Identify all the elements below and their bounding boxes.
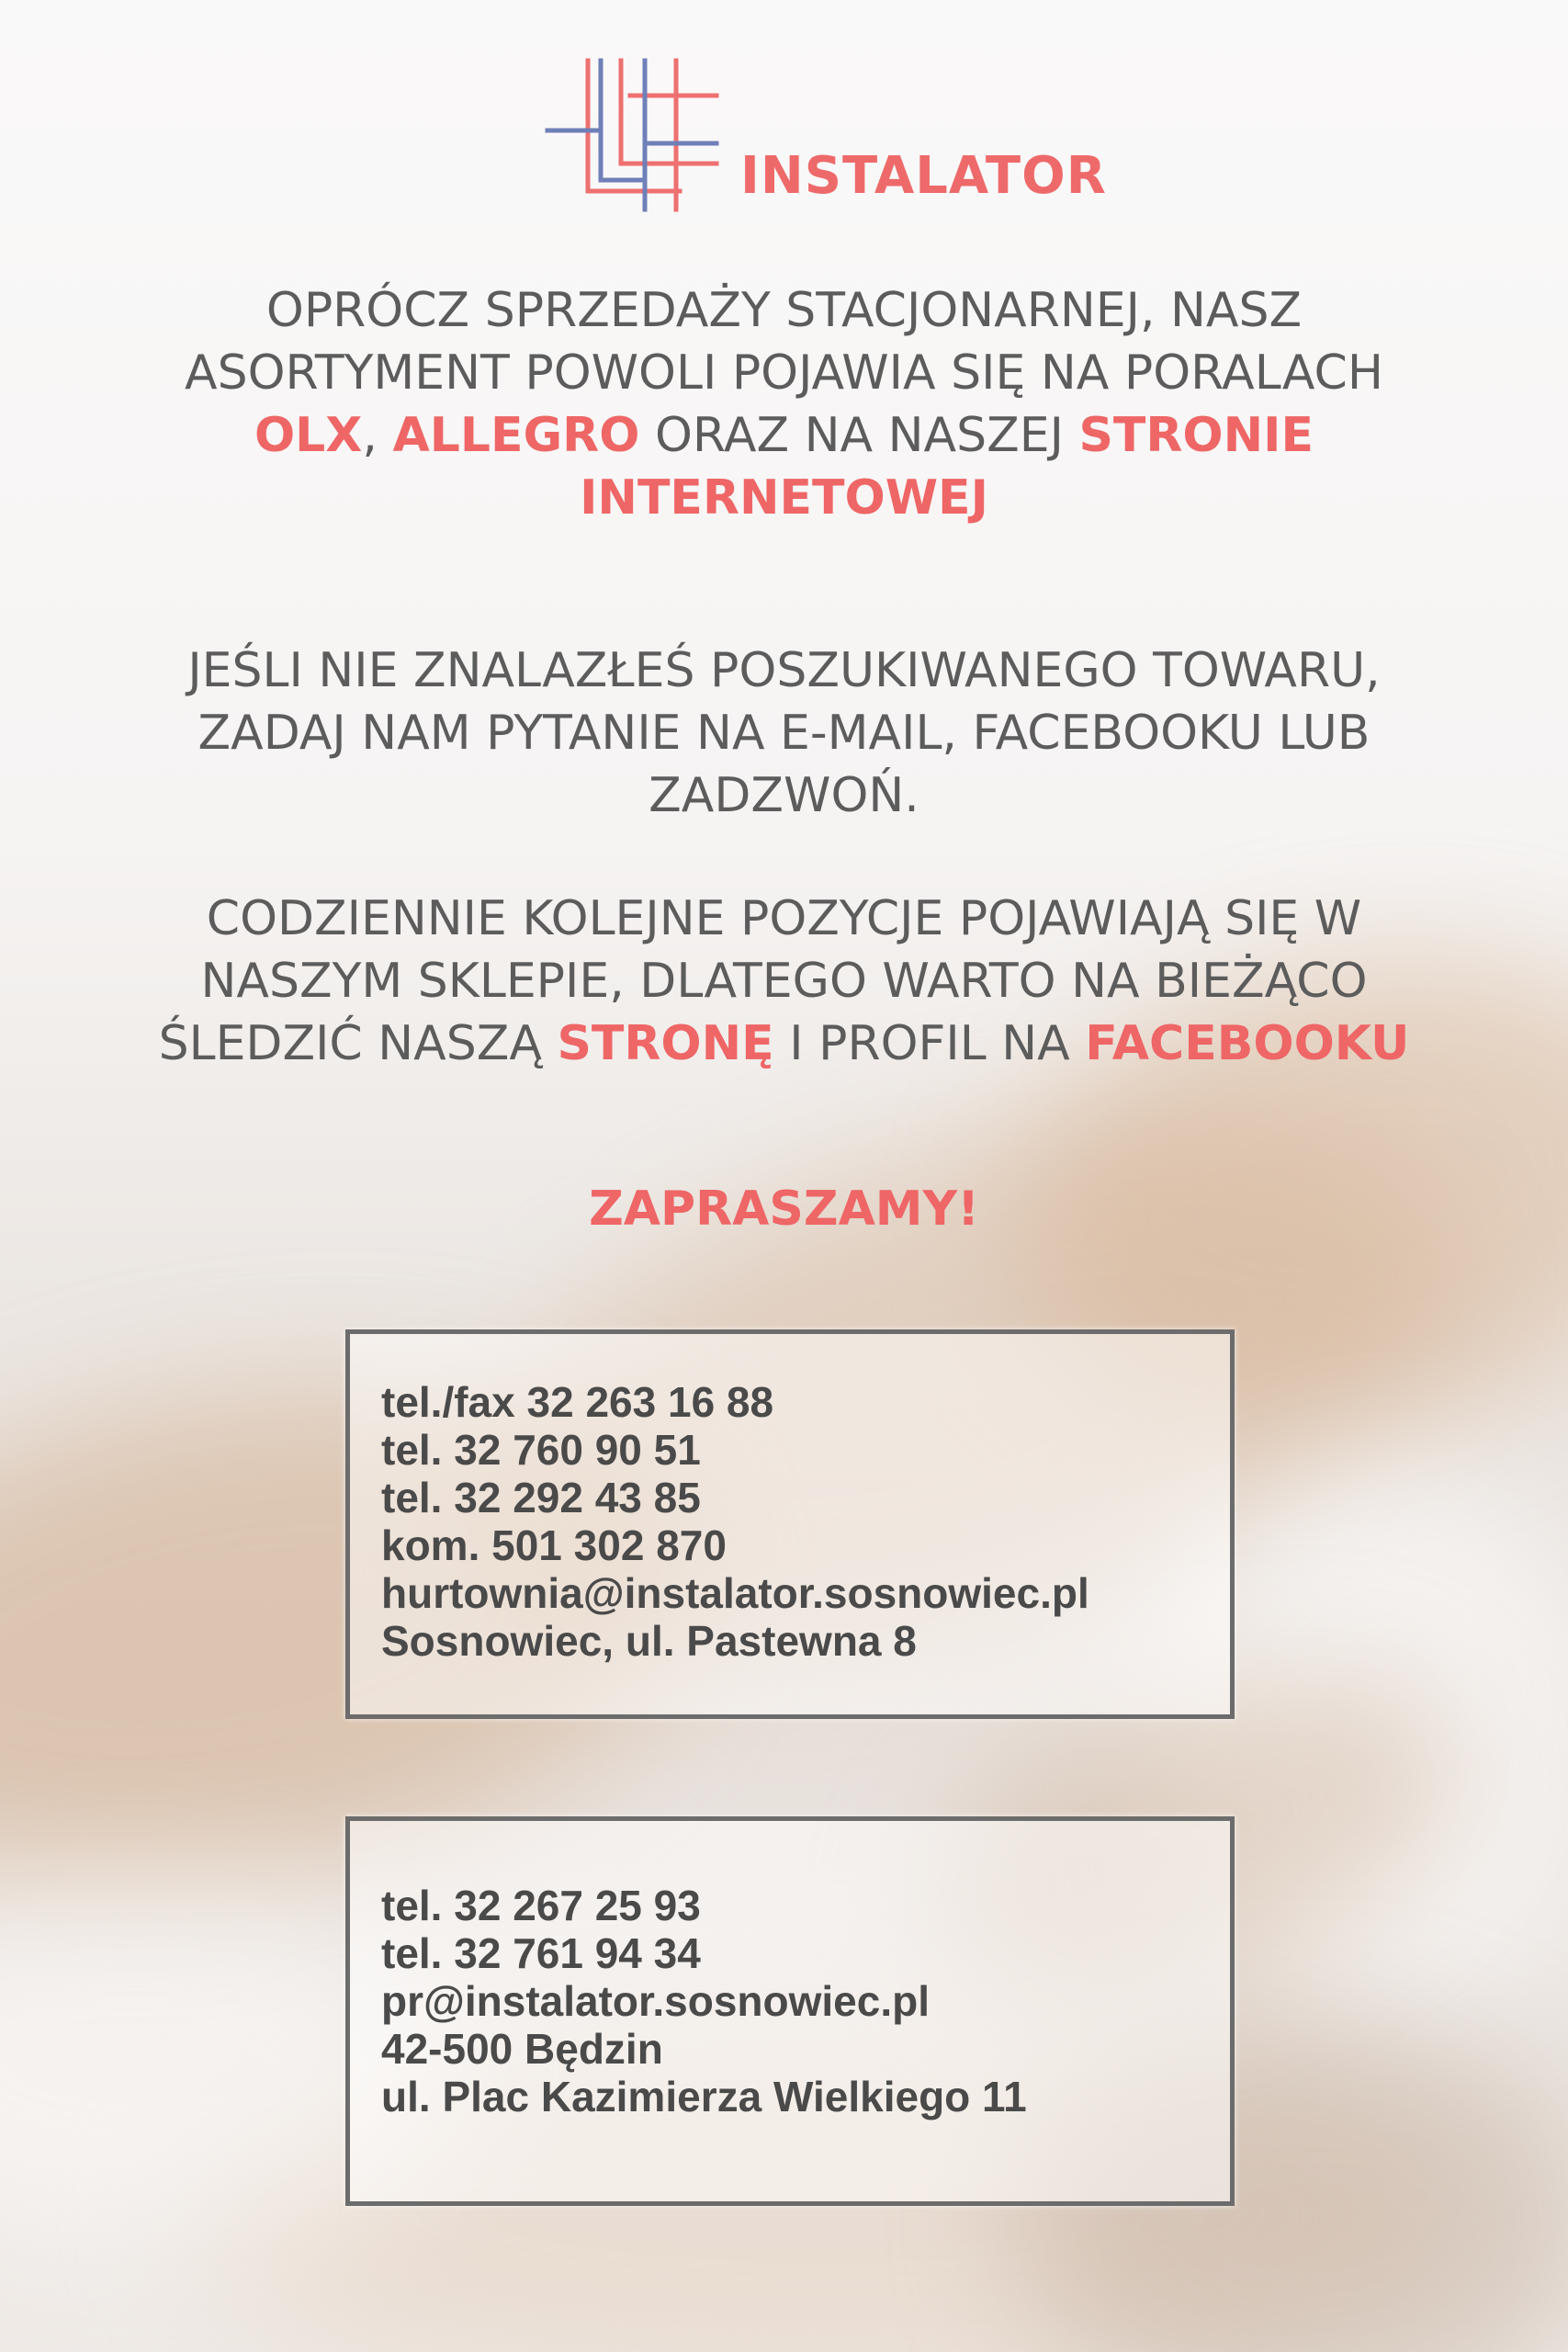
pipe-grid-logo-icon (542, 55, 726, 220)
phone-fax[interactable]: tel./fax 32 263 16 88 (381, 1378, 774, 1426)
bedzin-contact-box (345, 1816, 1235, 2206)
intro-line-highlights (92, 404, 1476, 467)
olx-highlight: OLX (254, 408, 363, 463)
stronie-highlight: STRONIE (1078, 408, 1314, 463)
address: Sosnowiec, ul. Pastewna 8 (381, 1617, 917, 1665)
phone[interactable]: tel. 32 292 43 85 (381, 1474, 701, 1521)
daily-note-start: ŚLEDZIĆ NASZĄ (158, 1016, 558, 1071)
sosnowiec-contact-box (345, 1329, 1235, 1719)
intro-mid-text: ORAZ NA NASZEJ (639, 408, 1079, 463)
internetowej-highlight: INTERNETOWEJ (580, 470, 988, 526)
intro-paragraph (92, 279, 1476, 529)
contact-note-line: ZADZWOŃ. (649, 768, 919, 823)
daily-note-line: NASZYM SKLEPIE, DLATEGO WARTO NA BIEŻĄCO (200, 954, 1368, 1009)
daily-note-mid: I PROFIL NA (773, 1016, 1086, 1071)
logo-wordmark: INSTALATOR (740, 146, 1107, 206)
email-link[interactable]: pr@instalator.sosnowiec.pl (381, 1977, 930, 2025)
facebooku-highlight: FACEBOOKU (1085, 1016, 1410, 1071)
daily-note-paragraph (92, 888, 1476, 1075)
contact-note-line: ZADAJ NAM PYTANIE NA E-MAIL, FACEBOOKU LUB (197, 706, 1371, 761)
cta-heading: ZAPRASZAMY! (589, 1182, 979, 1237)
strone-highlight: STRONĘ (557, 1016, 774, 1071)
daily-note-line-highlights (92, 1012, 1476, 1075)
daily-note-line: CODZIENNIE KOLEJNE POZYCJE POJAWIAJĄ SIĘ W (206, 891, 1362, 946)
mobile-phone[interactable]: kom. 501 302 870 (381, 1521, 727, 1569)
phone[interactable]: tel. 32 760 90 51 (381, 1426, 701, 1474)
contact-note-paragraph (92, 639, 1476, 827)
email-link[interactable]: hurtownia@instalator.sosnowiec.pl (381, 1569, 1089, 1617)
comma-separator: , (362, 408, 393, 463)
street-address: ul. Plac Kazimierza Wielkiego 11 (381, 2073, 1027, 2120)
postal-city: 42-500 Będzin (381, 2025, 663, 2073)
allegro-highlight: ALLEGRO (392, 408, 640, 463)
intro-line: ASORTYMENT POWOLI POJAWIA SIĘ NA PORALACH (185, 345, 1383, 401)
contact-note-line: JEŚLI NIE ZNALAZŁEŚ POSZUKIWANEGO TOWARU, (187, 643, 1381, 698)
phone[interactable]: tel. 32 267 25 93 (381, 1882, 701, 1929)
instalator-logo (542, 55, 1107, 220)
phone[interactable]: tel. 32 761 94 34 (381, 1929, 701, 1977)
intro-line: OPRÓCZ SPRZEDAŻY STACJONARNEJ, NASZ (265, 283, 1303, 338)
